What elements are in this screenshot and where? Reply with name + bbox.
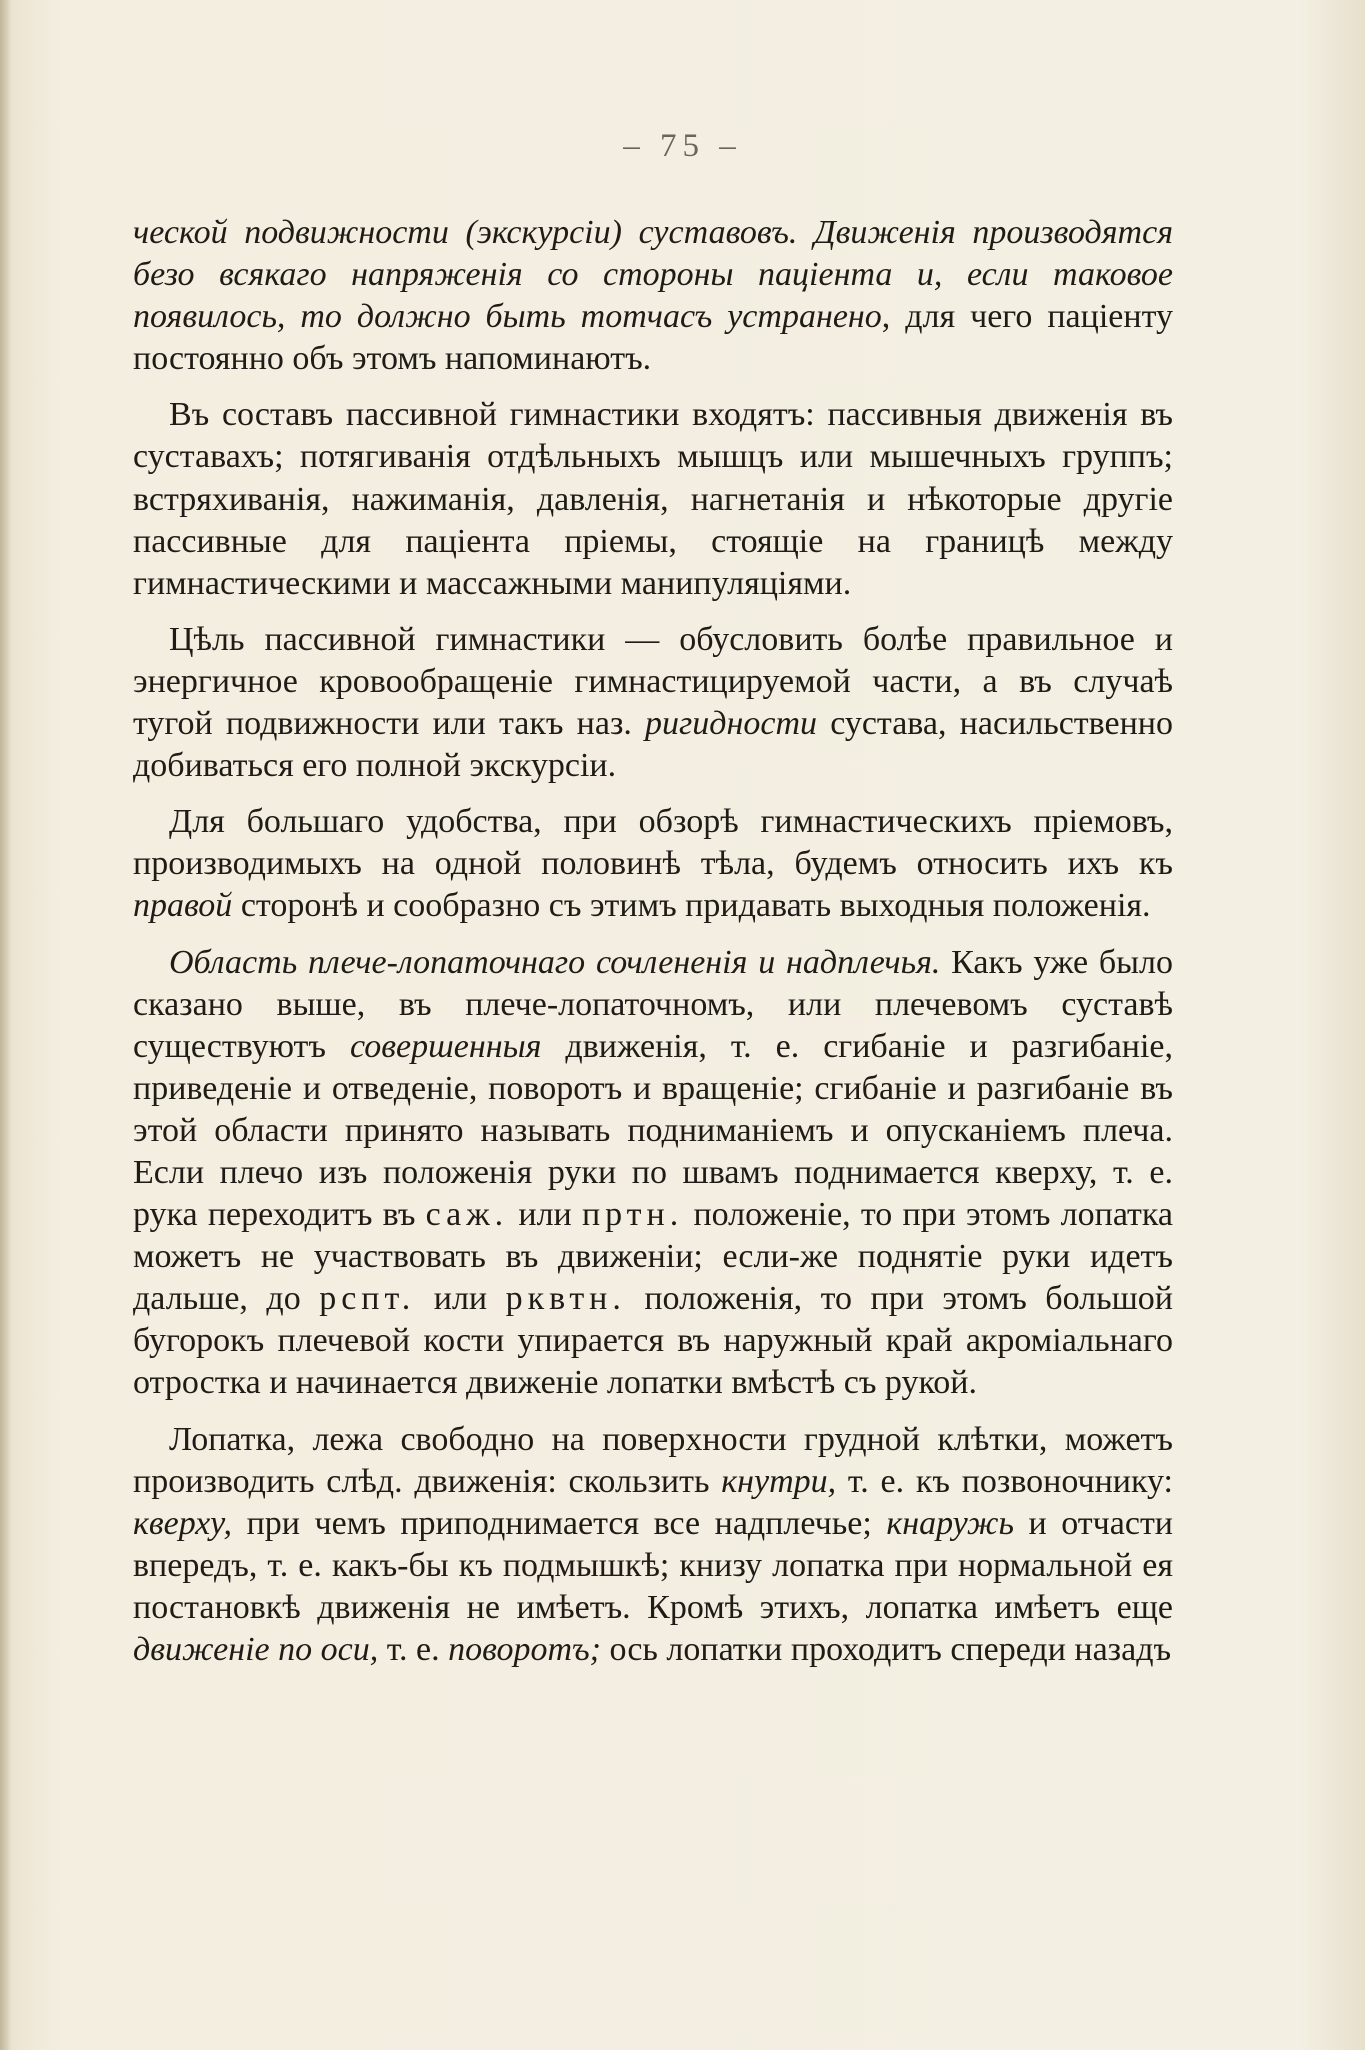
text-run: , для чего паціенту постоянно объ этомъ напоминаютъ. (133, 298, 1173, 378)
italic-text: поворотъ; (448, 1631, 601, 1668)
paragraph-4 (133, 801, 1173, 927)
text-run: положенія, то при этомъ большой бугорокъ плечевой кости упирается въ наружный край акроміальнаго отростка и начинается движеніе лопатки вмѣстѣ съ рукой. (133, 1280, 1173, 1402)
paragraph-6 (133, 1419, 1173, 1672)
italic-text: Область плече-лопаточнаго сочлененія и надплечья. (169, 943, 941, 981)
text-run: сустава, насильственно добиваться его полной экскурсіи. (133, 705, 1173, 785)
italic-text: кнаружь (886, 1504, 1014, 1542)
paragraph-1 (133, 212, 1173, 380)
text-run: Лопатка, лежа свободно на поверхности грудной клѣтки, можетъ производить слѣд. движенія: скользить (133, 1420, 1173, 1500)
italic-text: совершенныя (349, 1027, 542, 1065)
text-run: Въ составъ пассивной гимнастики входятъ: пассивныя движенія въ суставахъ; потягиванія отдѣльныхъ мышцъ или мышечныхъ группъ; встряхиванія, нажиманія, давленія, нагнетанія и нѣкоторые другіе пассивные для паціента пріемы, стоящіе на границѣ между гимнастическими и массажными манипуляціями. (133, 396, 1173, 602)
text-run: и отчасти впередъ, т. е. какъ-бы къ подмышкѣ; книзу лопатка при нормальной ея постановкѣ движенія не имѣетъ. Кромѣ этихъ, лопатка имѣетъ еще (133, 1504, 1173, 1626)
text-run: ось лопатки проходитъ спереди назадъ (600, 1631, 1172, 1668)
body-text (133, 212, 1173, 1685)
text-run: т. е. (378, 1631, 449, 1668)
text-run: движенія, т. е. сгибаніе и разгибаніе, приведеніе и отведеніе, поворотъ и вращеніе; сгибаніе и разгибаніе въ этой области принято называть подниманіемъ и опусканіемъ плеча. Если плечо изъ положенія руки по швамъ поднимается кверху, т. е. рука переходитъ въ (133, 1027, 1173, 1234)
paragraph-5 (133, 942, 1173, 1405)
text-run: Какъ уже было сказано выше, въ плече-лопаточномъ, или плечевомъ суставѣ существуютъ (133, 943, 1173, 1065)
spaced-abbreviation: пртн. (581, 1196, 684, 1234)
paragraph-2 (133, 394, 1173, 604)
italic-text: кверху, (133, 1504, 233, 1542)
text-run: или (415, 1280, 506, 1318)
italic-text: правой (133, 887, 233, 925)
italic-text: ригидности (645, 705, 818, 743)
text-run: Для большаго удобства, при обзорѣ гимнастическихъ пріемовъ, производимыхъ на одной половинѣ тѣла, будемъ относить ихъ къ (133, 803, 1173, 883)
spaced-abbreviation: рспт. (319, 1280, 416, 1318)
text-run: при чемъ приподнимается все надплечье; (232, 1504, 887, 1542)
spaced-abbreviation: саж. (425, 1196, 509, 1234)
italic-text: движеніе по оси, (133, 1631, 379, 1668)
italic-text: ческой подвижности (экскурсіи) суставовъ. Движенія производятся безо всякаго напряженія со стороны паціента и, если таковое появилось, то должно быть тотчасъ устранено (133, 214, 1173, 336)
text-run: положеніе, то при этомъ лопатка можетъ не участвовать въ движеніи; если-же поднятіе руки идетъ дальше, до (133, 1196, 1174, 1318)
text-run: сторонѣ и сообразно съ этимъ придавать выходныя положенія. (232, 887, 1151, 925)
text-run: или (508, 1196, 582, 1234)
page-binding-edge (0, 0, 10, 2050)
italic-text: кнутри, (721, 1462, 837, 1500)
text-run: Цѣль пассивной гимнастики — обусловить болѣе правильное и энергичное кровообращеніе гимнастицируемой части, а въ случаѣ тугой подвижности или такъ наз. (133, 620, 1173, 743)
spaced-abbreviation: рквтн. (505, 1280, 626, 1318)
page-number: – 75 – (623, 128, 742, 164)
paragraph-3 (133, 619, 1173, 787)
text-run: т. е. къ позвоночнику: (836, 1462, 1173, 1500)
